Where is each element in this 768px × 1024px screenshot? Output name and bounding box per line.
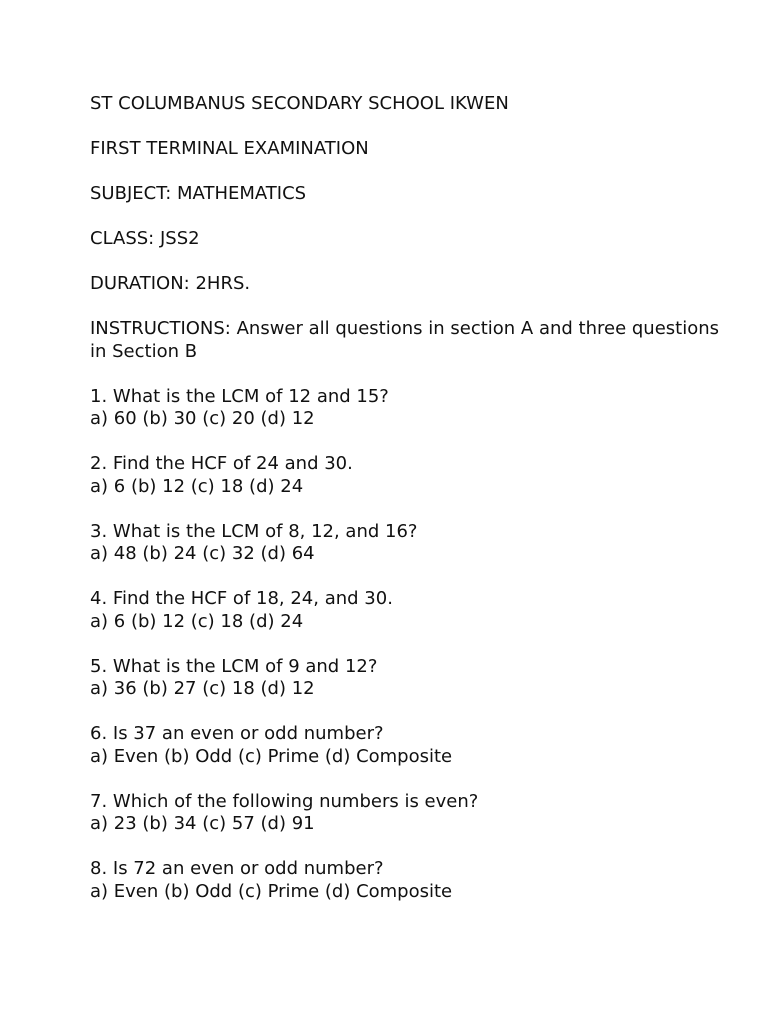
question-4 (90, 588, 730, 633)
question-text: 7. Which of the following numbers is even? (90, 790, 479, 812)
school-name: ST COLUMBANUS SECONDARY SCHOOL IKWEN (90, 93, 509, 114)
question-text: 6. Is 37 an even or odd number? (90, 723, 384, 744)
question-options: a) Even (b) Odd (c) Prime (d) Composite (90, 880, 453, 902)
question-5 (90, 656, 730, 701)
question-1 (90, 386, 730, 431)
question-options: a) Even (b) Odd (c) Prime (d) Composite (90, 745, 453, 767)
duration-line: DURATION: 2HRS. (90, 273, 251, 294)
question-7 (90, 791, 730, 836)
question-options: a) 60 (b) 30 (c) 20 (d) 12 (90, 408, 315, 429)
exam-document (90, 93, 730, 903)
question-text: 1. What is the LCM of 12 and 15? (90, 385, 389, 407)
subject-line: SUBJECT: MATHEMATICS (90, 183, 307, 204)
question-6 (90, 723, 730, 768)
question-options: a) 23 (b) 34 (c) 57 (d) 91 (90, 813, 315, 834)
question-8 (90, 858, 730, 903)
question-text: 4. Find the HCF of 18, 24, and 30. (90, 588, 393, 609)
question-text: 3. What is the LCM of 8, 12, and 16? (90, 520, 418, 542)
class-line: CLASS: JSS2 (90, 228, 200, 249)
question-text: 5. What is the LCM of 9 and 12? (90, 655, 378, 677)
question-2 (90, 453, 730, 498)
question-3 (90, 521, 730, 566)
question-text: 8. Is 72 an even or odd number? (90, 858, 384, 879)
question-options: a) 36 (b) 27 (c) 18 (d) 12 (90, 678, 315, 699)
question-options: a) 48 (b) 24 (c) 32 (d) 64 (90, 543, 315, 564)
exam-title: FIRST TERMINAL EXAMINATION (90, 138, 369, 159)
question-text: 2. Find the HCF of 24 and 30. (90, 453, 353, 474)
instructions: INSTRUCTIONS: Answer all questions in section A and three questions in Section B (90, 318, 720, 362)
question-options: a) 6 (b) 12 (c) 18 (d) 24 (90, 475, 304, 497)
question-options: a) 6 (b) 12 (c) 18 (d) 24 (90, 610, 304, 632)
